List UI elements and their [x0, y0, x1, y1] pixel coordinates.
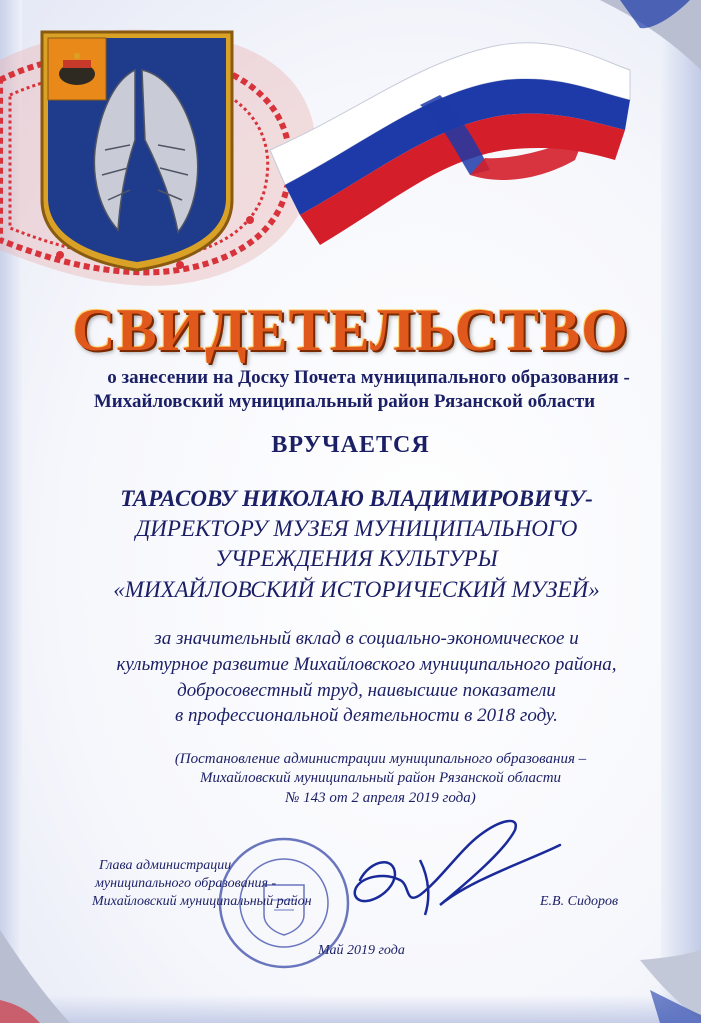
subtitle-line-2: Михайловский муниципальный район Рязанской области	[93, 391, 596, 412]
recipient-name: ТАРАСОВУ НИКОЛАЮ ВЛАДИМИРОВИЧУ-	[120, 486, 593, 511]
recipient-position-line-1: ДИРЕКТОРУ МУЗЕЯ МУНИЦИПАЛЬНОГО	[135, 516, 578, 541]
recipient-organization: «МИХАЙЛОВСКИЙ ИСТОРИЧЕСКИЙ МУЗЕЙ»	[113, 577, 600, 602]
decree-line-3: № 143 от 2 апреля 2019 года)	[285, 790, 476, 806]
signer-title-line-2: муниципального образования -	[95, 876, 277, 891]
flag-ribbon-icon	[270, 43, 630, 245]
reason-line-1: за значительный вклад в социально-экономическое и	[154, 628, 579, 649]
reason-line-2: культурное развитие Михайловского муниципального района,	[116, 654, 617, 675]
recipient-position-line-2: УЧРЕЖДЕНИЯ КУЛЬТУРЫ	[215, 546, 498, 571]
coat-of-arms-icon	[42, 32, 232, 270]
issue-date: Май 2019 года	[318, 943, 405, 958]
certificate-title: СВИДЕТЕЛЬСТВО	[72, 297, 629, 363]
signer-title-line-3: Михайловский муниципальный район	[92, 894, 312, 909]
subtitle-line-1: о занесении на Доску Почета муниципального образования -	[107, 367, 630, 388]
decree-line-2: Михайловский муниципальный район Рязанской области	[199, 770, 562, 786]
decree-line-1: (Постановление администрации муниципального образования –	[174, 751, 587, 767]
signer-name: Е.В. Сидоров	[540, 894, 619, 909]
signer-title-line-1: Глава администрации	[99, 858, 232, 873]
awarded-heading: ВРУЧАЕТСЯ	[271, 432, 430, 458]
reason-line-3: добросовестный труд, наивысшие показатели	[177, 680, 556, 701]
signature-icon	[355, 821, 560, 915]
reason-line-4: в профессиональной деятельности в 2018 году.	[175, 705, 558, 726]
